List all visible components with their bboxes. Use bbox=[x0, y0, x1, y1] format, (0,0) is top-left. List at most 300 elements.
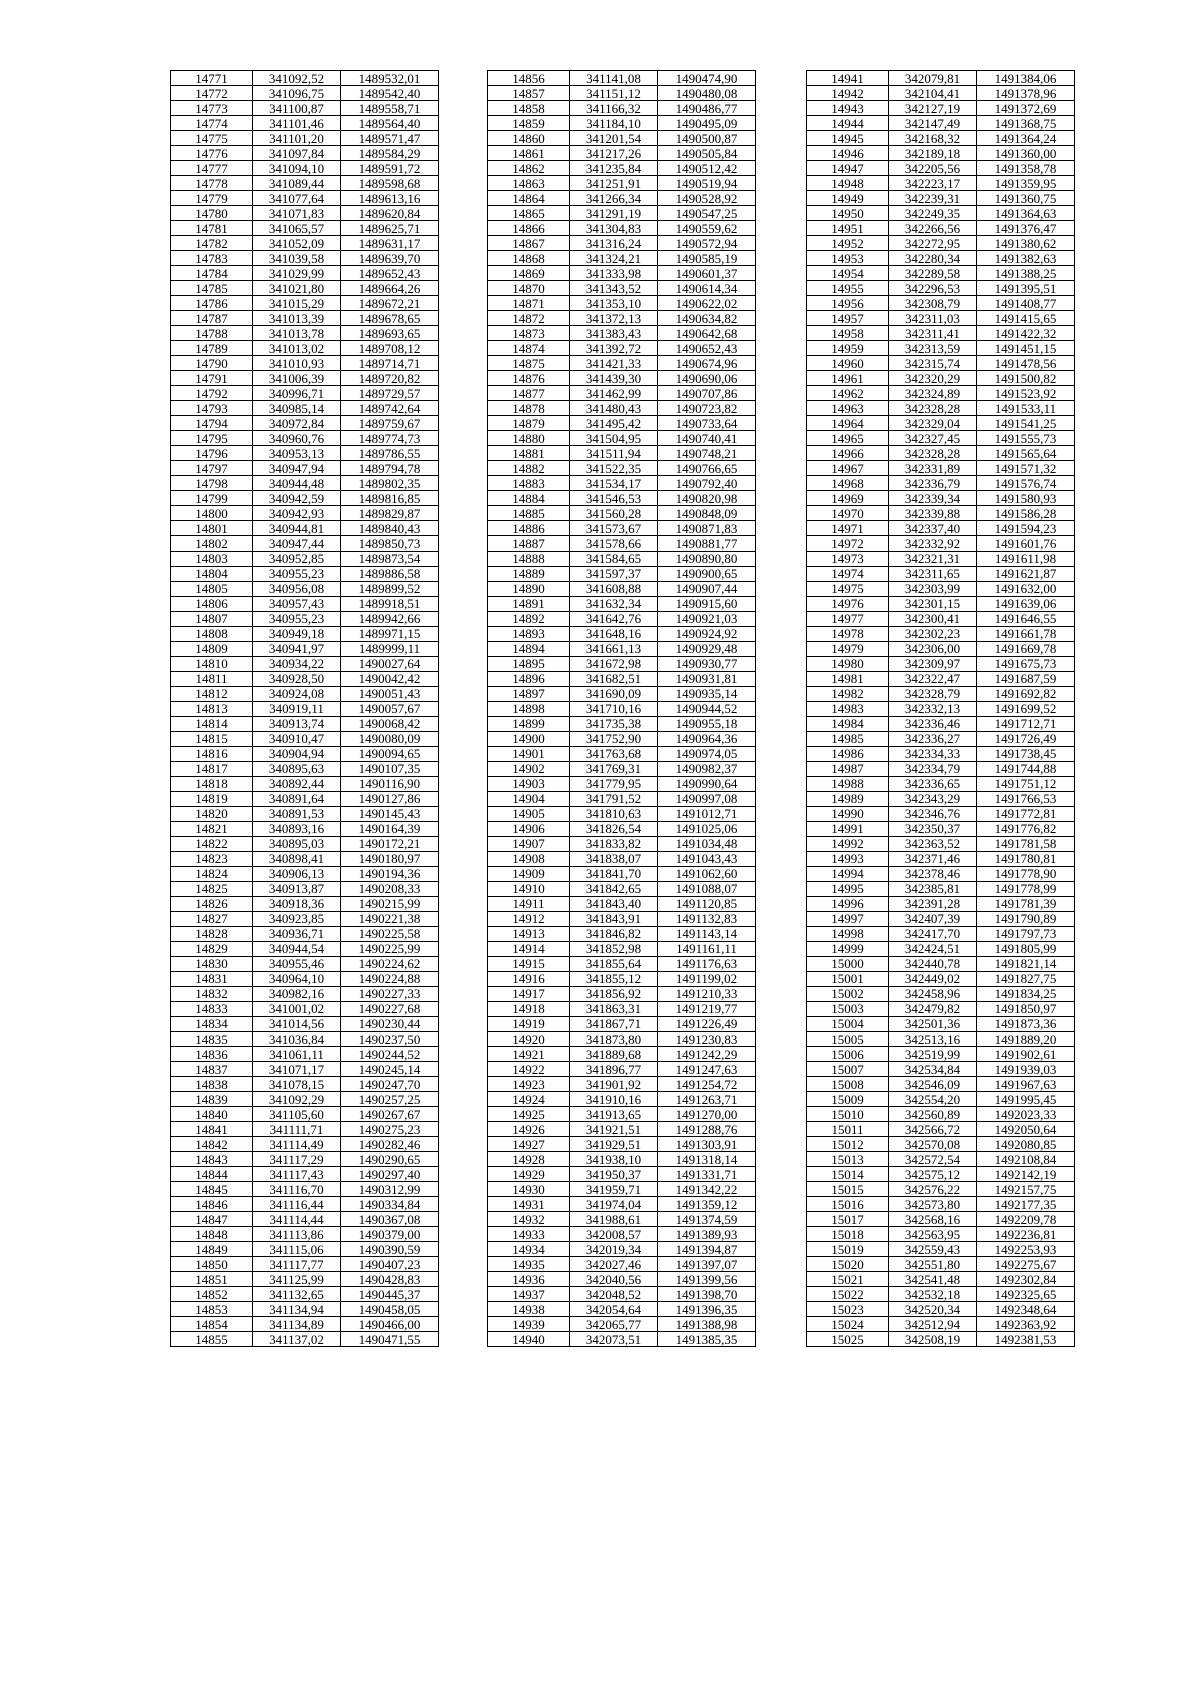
table-row bbox=[807, 1137, 1075, 1152]
x-coordinate-cell: 342513,16 bbox=[889, 1032, 977, 1047]
y-coordinate-cell: 1489532,01 bbox=[341, 71, 439, 86]
point-number-cell: 14930 bbox=[488, 1182, 570, 1197]
table-row bbox=[171, 131, 439, 146]
y-coordinate-cell: 1491744,88 bbox=[977, 761, 1075, 776]
y-coordinate-cell: 1491712,71 bbox=[977, 716, 1075, 731]
point-number-cell: 14823 bbox=[171, 851, 253, 866]
x-coordinate-cell: 341896,77 bbox=[570, 1062, 658, 1077]
point-number-cell: 14781 bbox=[171, 221, 253, 236]
x-coordinate-cell: 342311,65 bbox=[889, 566, 977, 581]
y-coordinate-cell: 1490224,88 bbox=[341, 971, 439, 986]
y-coordinate-cell: 1489625,71 bbox=[341, 221, 439, 236]
point-number-cell: 14985 bbox=[807, 731, 889, 746]
y-coordinate-cell: 1490890,80 bbox=[658, 551, 756, 566]
x-coordinate-cell: 341504,95 bbox=[570, 431, 658, 446]
x-coordinate-cell: 342371,46 bbox=[889, 851, 977, 866]
table-row bbox=[488, 551, 756, 566]
table-row bbox=[171, 821, 439, 836]
x-coordinate-cell: 341010,93 bbox=[253, 356, 341, 371]
y-coordinate-cell: 1491364,63 bbox=[977, 206, 1075, 221]
y-coordinate-cell: 1490068,42 bbox=[341, 716, 439, 731]
x-coordinate-cell: 342296,53 bbox=[889, 281, 977, 296]
x-coordinate-cell: 340918,36 bbox=[253, 896, 341, 911]
y-coordinate-cell: 1491342,22 bbox=[658, 1182, 756, 1197]
x-coordinate-cell: 341901,92 bbox=[570, 1077, 658, 1092]
table-row bbox=[807, 1122, 1075, 1137]
x-coordinate-cell: 341392,72 bbox=[570, 341, 658, 356]
table-row bbox=[807, 1212, 1075, 1227]
x-coordinate-cell: 341608,88 bbox=[570, 581, 658, 596]
table-row bbox=[488, 86, 756, 101]
x-coordinate-cell: 341111,71 bbox=[253, 1122, 341, 1137]
table-row bbox=[171, 101, 439, 116]
y-coordinate-cell: 1491368,75 bbox=[977, 116, 1075, 131]
x-coordinate-cell: 341855,64 bbox=[570, 956, 658, 971]
point-number-cell: 14824 bbox=[171, 866, 253, 881]
y-coordinate-cell: 1490495,09 bbox=[658, 116, 756, 131]
x-coordinate-cell: 342551,80 bbox=[889, 1257, 977, 1272]
y-coordinate-cell: 1490723,82 bbox=[658, 401, 756, 416]
point-number-cell: 14937 bbox=[488, 1287, 570, 1302]
table-row bbox=[488, 881, 756, 896]
y-coordinate-cell: 1491611,98 bbox=[977, 551, 1075, 566]
x-coordinate-cell: 342322,47 bbox=[889, 671, 977, 686]
x-coordinate-cell: 340955,23 bbox=[253, 566, 341, 581]
point-number-cell: 14862 bbox=[488, 161, 570, 176]
y-coordinate-cell: 1490512,42 bbox=[658, 161, 756, 176]
y-coordinate-cell: 1491043,43 bbox=[658, 851, 756, 866]
y-coordinate-cell: 1491571,32 bbox=[977, 461, 1075, 476]
y-coordinate-cell: 1491143,14 bbox=[658, 926, 756, 941]
table-row bbox=[171, 641, 439, 656]
table-row bbox=[807, 1062, 1075, 1077]
y-coordinate-cell: 1489564,40 bbox=[341, 116, 439, 131]
y-coordinate-cell: 1490935,14 bbox=[658, 686, 756, 701]
table-row bbox=[171, 206, 439, 221]
x-coordinate-cell: 342559,43 bbox=[889, 1242, 977, 1257]
point-number-cell: 14860 bbox=[488, 131, 570, 146]
point-number-cell: 14877 bbox=[488, 386, 570, 401]
x-coordinate-cell: 342417,70 bbox=[889, 926, 977, 941]
y-coordinate-cell: 1490471,55 bbox=[341, 1332, 439, 1347]
y-coordinate-cell: 1491376,47 bbox=[977, 221, 1075, 236]
point-number-cell: 14966 bbox=[807, 446, 889, 461]
point-number-cell: 14891 bbox=[488, 596, 570, 611]
x-coordinate-cell: 342189,18 bbox=[889, 146, 977, 161]
point-number-cell: 14896 bbox=[488, 671, 570, 686]
y-coordinate-cell: 1492209,78 bbox=[977, 1212, 1075, 1227]
y-coordinate-cell: 1491360,75 bbox=[977, 191, 1075, 206]
point-number-cell: 14933 bbox=[488, 1227, 570, 1242]
y-coordinate-cell: 1489899,52 bbox=[341, 581, 439, 596]
table-row bbox=[807, 866, 1075, 881]
x-coordinate-cell: 342079,81 bbox=[889, 71, 977, 86]
y-coordinate-cell: 1491394,87 bbox=[658, 1242, 756, 1257]
table-row bbox=[488, 266, 756, 281]
table-row bbox=[807, 401, 1075, 416]
point-number-cell: 14980 bbox=[807, 656, 889, 671]
y-coordinate-cell: 1489759,67 bbox=[341, 416, 439, 431]
point-number-cell: 14901 bbox=[488, 746, 570, 761]
point-number-cell: 14833 bbox=[171, 1001, 253, 1016]
point-number-cell: 14873 bbox=[488, 326, 570, 341]
y-coordinate-cell: 1490792,40 bbox=[658, 476, 756, 491]
x-coordinate-cell: 342573,80 bbox=[889, 1197, 977, 1212]
x-coordinate-cell: 341534,17 bbox=[570, 476, 658, 491]
y-coordinate-cell: 1491669,78 bbox=[977, 641, 1075, 656]
table-row bbox=[171, 1302, 439, 1317]
x-coordinate-cell: 341134,89 bbox=[253, 1317, 341, 1332]
y-coordinate-cell: 1491790,89 bbox=[977, 911, 1075, 926]
y-coordinate-cell: 1489816,85 bbox=[341, 491, 439, 506]
y-coordinate-cell: 1490474,90 bbox=[658, 71, 756, 86]
x-coordinate-cell: 342328,28 bbox=[889, 401, 977, 416]
point-number-cell: 14940 bbox=[488, 1332, 570, 1347]
y-coordinate-cell: 1491939,03 bbox=[977, 1062, 1075, 1077]
table-row bbox=[488, 641, 756, 656]
point-number-cell: 14871 bbox=[488, 296, 570, 311]
y-coordinate-cell: 1491850,97 bbox=[977, 1001, 1075, 1016]
y-coordinate-cell: 1492302,84 bbox=[977, 1272, 1075, 1287]
table-row bbox=[807, 251, 1075, 266]
y-coordinate-cell: 1490748,21 bbox=[658, 446, 756, 461]
point-number-cell: 14893 bbox=[488, 626, 570, 641]
table-row bbox=[488, 761, 756, 776]
y-coordinate-cell: 1491523,92 bbox=[977, 386, 1075, 401]
table-row bbox=[488, 821, 756, 836]
y-coordinate-cell: 1490312,99 bbox=[341, 1182, 439, 1197]
point-number-cell: 14841 bbox=[171, 1122, 253, 1137]
x-coordinate-cell: 340985,14 bbox=[253, 401, 341, 416]
x-coordinate-cell: 342566,72 bbox=[889, 1122, 977, 1137]
y-coordinate-cell: 1491226,49 bbox=[658, 1016, 756, 1031]
y-coordinate-cell: 1491012,71 bbox=[658, 806, 756, 821]
table-row bbox=[488, 1257, 756, 1272]
table-row bbox=[488, 986, 756, 1001]
point-number-cell: 14890 bbox=[488, 581, 570, 596]
point-number-cell: 15000 bbox=[807, 956, 889, 971]
point-number-cell: 14863 bbox=[488, 176, 570, 191]
x-coordinate-cell: 342239,31 bbox=[889, 191, 977, 206]
table-row bbox=[807, 1197, 1075, 1212]
x-coordinate-cell: 341114,49 bbox=[253, 1137, 341, 1152]
table-row bbox=[171, 956, 439, 971]
point-number-cell: 14834 bbox=[171, 1016, 253, 1031]
table-row bbox=[171, 806, 439, 821]
y-coordinate-cell: 1491541,25 bbox=[977, 416, 1075, 431]
table-row bbox=[171, 1137, 439, 1152]
y-coordinate-cell: 1490466,00 bbox=[341, 1317, 439, 1332]
point-number-cell: 14854 bbox=[171, 1317, 253, 1332]
x-coordinate-cell: 340892,44 bbox=[253, 776, 341, 791]
y-coordinate-cell: 1491500,82 bbox=[977, 371, 1075, 386]
x-coordinate-cell: 342073,51 bbox=[570, 1332, 658, 1347]
table-row bbox=[171, 1242, 439, 1257]
table-row bbox=[807, 536, 1075, 551]
x-coordinate-cell: 340944,54 bbox=[253, 941, 341, 956]
table-row bbox=[488, 416, 756, 431]
point-number-cell: 14992 bbox=[807, 836, 889, 851]
y-coordinate-cell: 1489542,40 bbox=[341, 86, 439, 101]
table-row bbox=[488, 1016, 756, 1031]
y-coordinate-cell: 1490652,43 bbox=[658, 341, 756, 356]
y-coordinate-cell: 1491062,60 bbox=[658, 866, 756, 881]
x-coordinate-cell: 340891,64 bbox=[253, 791, 341, 806]
y-coordinate-cell: 1490225,58 bbox=[341, 926, 439, 941]
point-number-cell: 14787 bbox=[171, 311, 253, 326]
y-coordinate-cell: 1489886,58 bbox=[341, 566, 439, 581]
table-row bbox=[807, 146, 1075, 161]
x-coordinate-cell: 342065,77 bbox=[570, 1317, 658, 1332]
table-row bbox=[807, 1317, 1075, 1332]
table-row bbox=[488, 1077, 756, 1092]
table-row bbox=[807, 791, 1075, 806]
x-coordinate-cell: 341480,43 bbox=[570, 401, 658, 416]
x-coordinate-cell: 341921,51 bbox=[570, 1122, 658, 1137]
point-number-cell: 14879 bbox=[488, 416, 570, 431]
y-coordinate-cell: 1490990,64 bbox=[658, 776, 756, 791]
x-coordinate-cell: 342289,58 bbox=[889, 266, 977, 281]
point-number-cell: 14866 bbox=[488, 221, 570, 236]
x-coordinate-cell: 342321,31 bbox=[889, 551, 977, 566]
point-number-cell: 15005 bbox=[807, 1032, 889, 1047]
y-coordinate-cell: 1491639,06 bbox=[977, 596, 1075, 611]
table-row bbox=[807, 131, 1075, 146]
table-row bbox=[488, 326, 756, 341]
x-coordinate-cell: 342027,46 bbox=[570, 1257, 658, 1272]
x-coordinate-cell: 341316,24 bbox=[570, 236, 658, 251]
x-coordinate-cell: 341071,17 bbox=[253, 1062, 341, 1077]
x-coordinate-cell: 341856,92 bbox=[570, 986, 658, 1001]
x-coordinate-cell: 340891,53 bbox=[253, 806, 341, 821]
y-coordinate-cell: 1489774,73 bbox=[341, 431, 439, 446]
table-row bbox=[488, 791, 756, 806]
point-number-cell: 14839 bbox=[171, 1092, 253, 1107]
y-coordinate-cell: 1489708,12 bbox=[341, 341, 439, 356]
x-coordinate-cell: 341151,12 bbox=[570, 86, 658, 101]
x-coordinate-cell: 341251,91 bbox=[570, 176, 658, 191]
x-coordinate-cell: 341166,32 bbox=[570, 101, 658, 116]
y-coordinate-cell: 1491646,55 bbox=[977, 611, 1075, 626]
table-row bbox=[171, 1212, 439, 1227]
table-row bbox=[807, 1152, 1075, 1167]
table-row bbox=[807, 86, 1075, 101]
y-coordinate-cell: 1490820,98 bbox=[658, 491, 756, 506]
x-coordinate-cell: 342336,65 bbox=[889, 776, 977, 791]
point-number-cell: 14900 bbox=[488, 731, 570, 746]
point-number-cell: 14786 bbox=[171, 296, 253, 311]
x-coordinate-cell: 342249,35 bbox=[889, 206, 977, 221]
table-row bbox=[807, 926, 1075, 941]
y-coordinate-cell: 1490080,09 bbox=[341, 731, 439, 746]
point-number-cell: 14801 bbox=[171, 521, 253, 536]
point-number-cell: 14776 bbox=[171, 146, 253, 161]
x-coordinate-cell: 341584,65 bbox=[570, 551, 658, 566]
y-coordinate-cell: 1490528,92 bbox=[658, 191, 756, 206]
y-coordinate-cell: 1491781,58 bbox=[977, 836, 1075, 851]
point-number-cell: 14821 bbox=[171, 821, 253, 836]
x-coordinate-cell: 341752,90 bbox=[570, 731, 658, 746]
y-coordinate-cell: 1490227,33 bbox=[341, 986, 439, 1001]
table-row bbox=[171, 581, 439, 596]
x-coordinate-cell: 342008,57 bbox=[570, 1227, 658, 1242]
y-coordinate-cell: 1491902,61 bbox=[977, 1047, 1075, 1062]
x-coordinate-cell: 340910,47 bbox=[253, 731, 341, 746]
point-number-cell: 14959 bbox=[807, 341, 889, 356]
y-coordinate-cell: 1490027,64 bbox=[341, 656, 439, 671]
table-row bbox=[171, 296, 439, 311]
table-row bbox=[171, 161, 439, 176]
table-row bbox=[171, 1257, 439, 1272]
x-coordinate-cell: 342532,18 bbox=[889, 1287, 977, 1302]
x-coordinate-cell: 341959,71 bbox=[570, 1182, 658, 1197]
y-coordinate-cell: 1490225,99 bbox=[341, 941, 439, 956]
x-coordinate-cell: 342334,33 bbox=[889, 746, 977, 761]
point-number-cell: 14944 bbox=[807, 116, 889, 131]
point-number-cell: 14827 bbox=[171, 911, 253, 926]
y-coordinate-cell: 1492080,85 bbox=[977, 1137, 1075, 1152]
y-coordinate-cell: 1490929,48 bbox=[658, 641, 756, 656]
table-row bbox=[807, 431, 1075, 446]
x-coordinate-cell: 342309,97 bbox=[889, 656, 977, 671]
x-coordinate-cell: 341843,40 bbox=[570, 896, 658, 911]
point-number-cell: 14932 bbox=[488, 1212, 570, 1227]
x-coordinate-cell: 341092,52 bbox=[253, 71, 341, 86]
x-coordinate-cell: 342407,39 bbox=[889, 911, 977, 926]
table-row bbox=[807, 701, 1075, 716]
table-row bbox=[488, 131, 756, 146]
y-coordinate-cell: 1491772,81 bbox=[977, 806, 1075, 821]
point-number-cell: 14976 bbox=[807, 596, 889, 611]
y-coordinate-cell: 1490733,64 bbox=[658, 416, 756, 431]
table-row bbox=[171, 536, 439, 551]
x-coordinate-cell: 341522,35 bbox=[570, 461, 658, 476]
table-row bbox=[807, 371, 1075, 386]
point-number-cell: 15011 bbox=[807, 1122, 889, 1137]
table-row bbox=[807, 116, 1075, 131]
point-number-cell: 14846 bbox=[171, 1197, 253, 1212]
x-coordinate-cell: 342328,79 bbox=[889, 686, 977, 701]
point-number-cell: 14970 bbox=[807, 506, 889, 521]
x-coordinate-cell: 342339,34 bbox=[889, 491, 977, 506]
point-number-cell: 14934 bbox=[488, 1242, 570, 1257]
x-coordinate-cell: 341001,02 bbox=[253, 1001, 341, 1016]
table-row bbox=[488, 1137, 756, 1152]
table-row bbox=[488, 746, 756, 761]
y-coordinate-cell: 1491778,90 bbox=[977, 866, 1075, 881]
y-coordinate-cell: 1491382,63 bbox=[977, 251, 1075, 266]
x-coordinate-cell: 341910,16 bbox=[570, 1092, 658, 1107]
y-coordinate-cell: 1490245,14 bbox=[341, 1062, 439, 1077]
x-coordinate-cell: 341735,38 bbox=[570, 716, 658, 731]
x-coordinate-cell: 341353,10 bbox=[570, 296, 658, 311]
y-coordinate-cell: 1491766,53 bbox=[977, 791, 1075, 806]
x-coordinate-cell: 342147,49 bbox=[889, 116, 977, 131]
point-number-cell: 14856 bbox=[488, 71, 570, 86]
table-row bbox=[171, 746, 439, 761]
x-coordinate-cell: 341101,46 bbox=[253, 116, 341, 131]
x-coordinate-cell: 341661,13 bbox=[570, 641, 658, 656]
table-row bbox=[171, 1016, 439, 1031]
x-coordinate-cell: 342324,89 bbox=[889, 386, 977, 401]
x-coordinate-cell: 341913,65 bbox=[570, 1107, 658, 1122]
x-coordinate-cell: 340893,16 bbox=[253, 821, 341, 836]
point-number-cell: 14808 bbox=[171, 626, 253, 641]
point-number-cell: 14898 bbox=[488, 701, 570, 716]
y-coordinate-cell: 1490547,25 bbox=[658, 206, 756, 221]
x-coordinate-cell: 342327,45 bbox=[889, 431, 977, 446]
point-number-cell: 14790 bbox=[171, 356, 253, 371]
table-row bbox=[488, 161, 756, 176]
point-number-cell: 15001 bbox=[807, 971, 889, 986]
point-number-cell: 14927 bbox=[488, 1137, 570, 1152]
y-coordinate-cell: 1489802,35 bbox=[341, 476, 439, 491]
table-row bbox=[171, 71, 439, 86]
y-coordinate-cell: 1490740,41 bbox=[658, 431, 756, 446]
table-row bbox=[171, 851, 439, 866]
point-number-cell: 14984 bbox=[807, 716, 889, 731]
x-coordinate-cell: 341137,02 bbox=[253, 1332, 341, 1347]
table-row bbox=[807, 101, 1075, 116]
x-coordinate-cell: 341217,26 bbox=[570, 146, 658, 161]
x-coordinate-cell: 341113,86 bbox=[253, 1227, 341, 1242]
table-row bbox=[488, 1062, 756, 1077]
point-number-cell: 14991 bbox=[807, 821, 889, 836]
y-coordinate-cell: 1490907,44 bbox=[658, 581, 756, 596]
table-row bbox=[171, 281, 439, 296]
point-number-cell: 14988 bbox=[807, 776, 889, 791]
point-number-cell: 14894 bbox=[488, 641, 570, 656]
x-coordinate-cell: 341343,52 bbox=[570, 281, 658, 296]
y-coordinate-cell: 1490458,05 bbox=[341, 1302, 439, 1317]
x-coordinate-cell: 342508,19 bbox=[889, 1332, 977, 1347]
point-number-cell: 14807 bbox=[171, 611, 253, 626]
point-number-cell: 14780 bbox=[171, 206, 253, 221]
table-row bbox=[807, 746, 1075, 761]
x-coordinate-cell: 341842,65 bbox=[570, 881, 658, 896]
table-row bbox=[807, 941, 1075, 956]
point-number-cell: 15021 bbox=[807, 1272, 889, 1287]
x-coordinate-cell: 342572,54 bbox=[889, 1152, 977, 1167]
y-coordinate-cell: 1490145,43 bbox=[341, 806, 439, 821]
table-row bbox=[488, 1032, 756, 1047]
table-row bbox=[488, 626, 756, 641]
x-coordinate-cell: 341092,29 bbox=[253, 1092, 341, 1107]
point-number-cell: 14968 bbox=[807, 476, 889, 491]
table-row bbox=[488, 146, 756, 161]
x-coordinate-cell: 341791,52 bbox=[570, 791, 658, 806]
point-number-cell: 14818 bbox=[171, 776, 253, 791]
point-number-cell: 14829 bbox=[171, 941, 253, 956]
point-number-cell: 15008 bbox=[807, 1077, 889, 1092]
x-coordinate-cell: 340996,71 bbox=[253, 386, 341, 401]
point-number-cell: 15017 bbox=[807, 1212, 889, 1227]
table-row bbox=[807, 221, 1075, 236]
table-row bbox=[171, 626, 439, 641]
table-row bbox=[807, 821, 1075, 836]
point-number-cell: 15022 bbox=[807, 1287, 889, 1302]
y-coordinate-cell: 1490445,37 bbox=[341, 1287, 439, 1302]
y-coordinate-cell: 1490057,67 bbox=[341, 701, 439, 716]
x-coordinate-cell: 342339,88 bbox=[889, 506, 977, 521]
x-coordinate-cell: 342337,40 bbox=[889, 521, 977, 536]
coordinate-table-3 bbox=[806, 70, 1075, 1347]
y-coordinate-cell: 1491586,28 bbox=[977, 506, 1075, 521]
y-coordinate-cell: 1490379,00 bbox=[341, 1227, 439, 1242]
point-number-cell: 15013 bbox=[807, 1152, 889, 1167]
y-coordinate-cell: 1491389,93 bbox=[658, 1227, 756, 1242]
x-coordinate-cell: 342104,41 bbox=[889, 86, 977, 101]
